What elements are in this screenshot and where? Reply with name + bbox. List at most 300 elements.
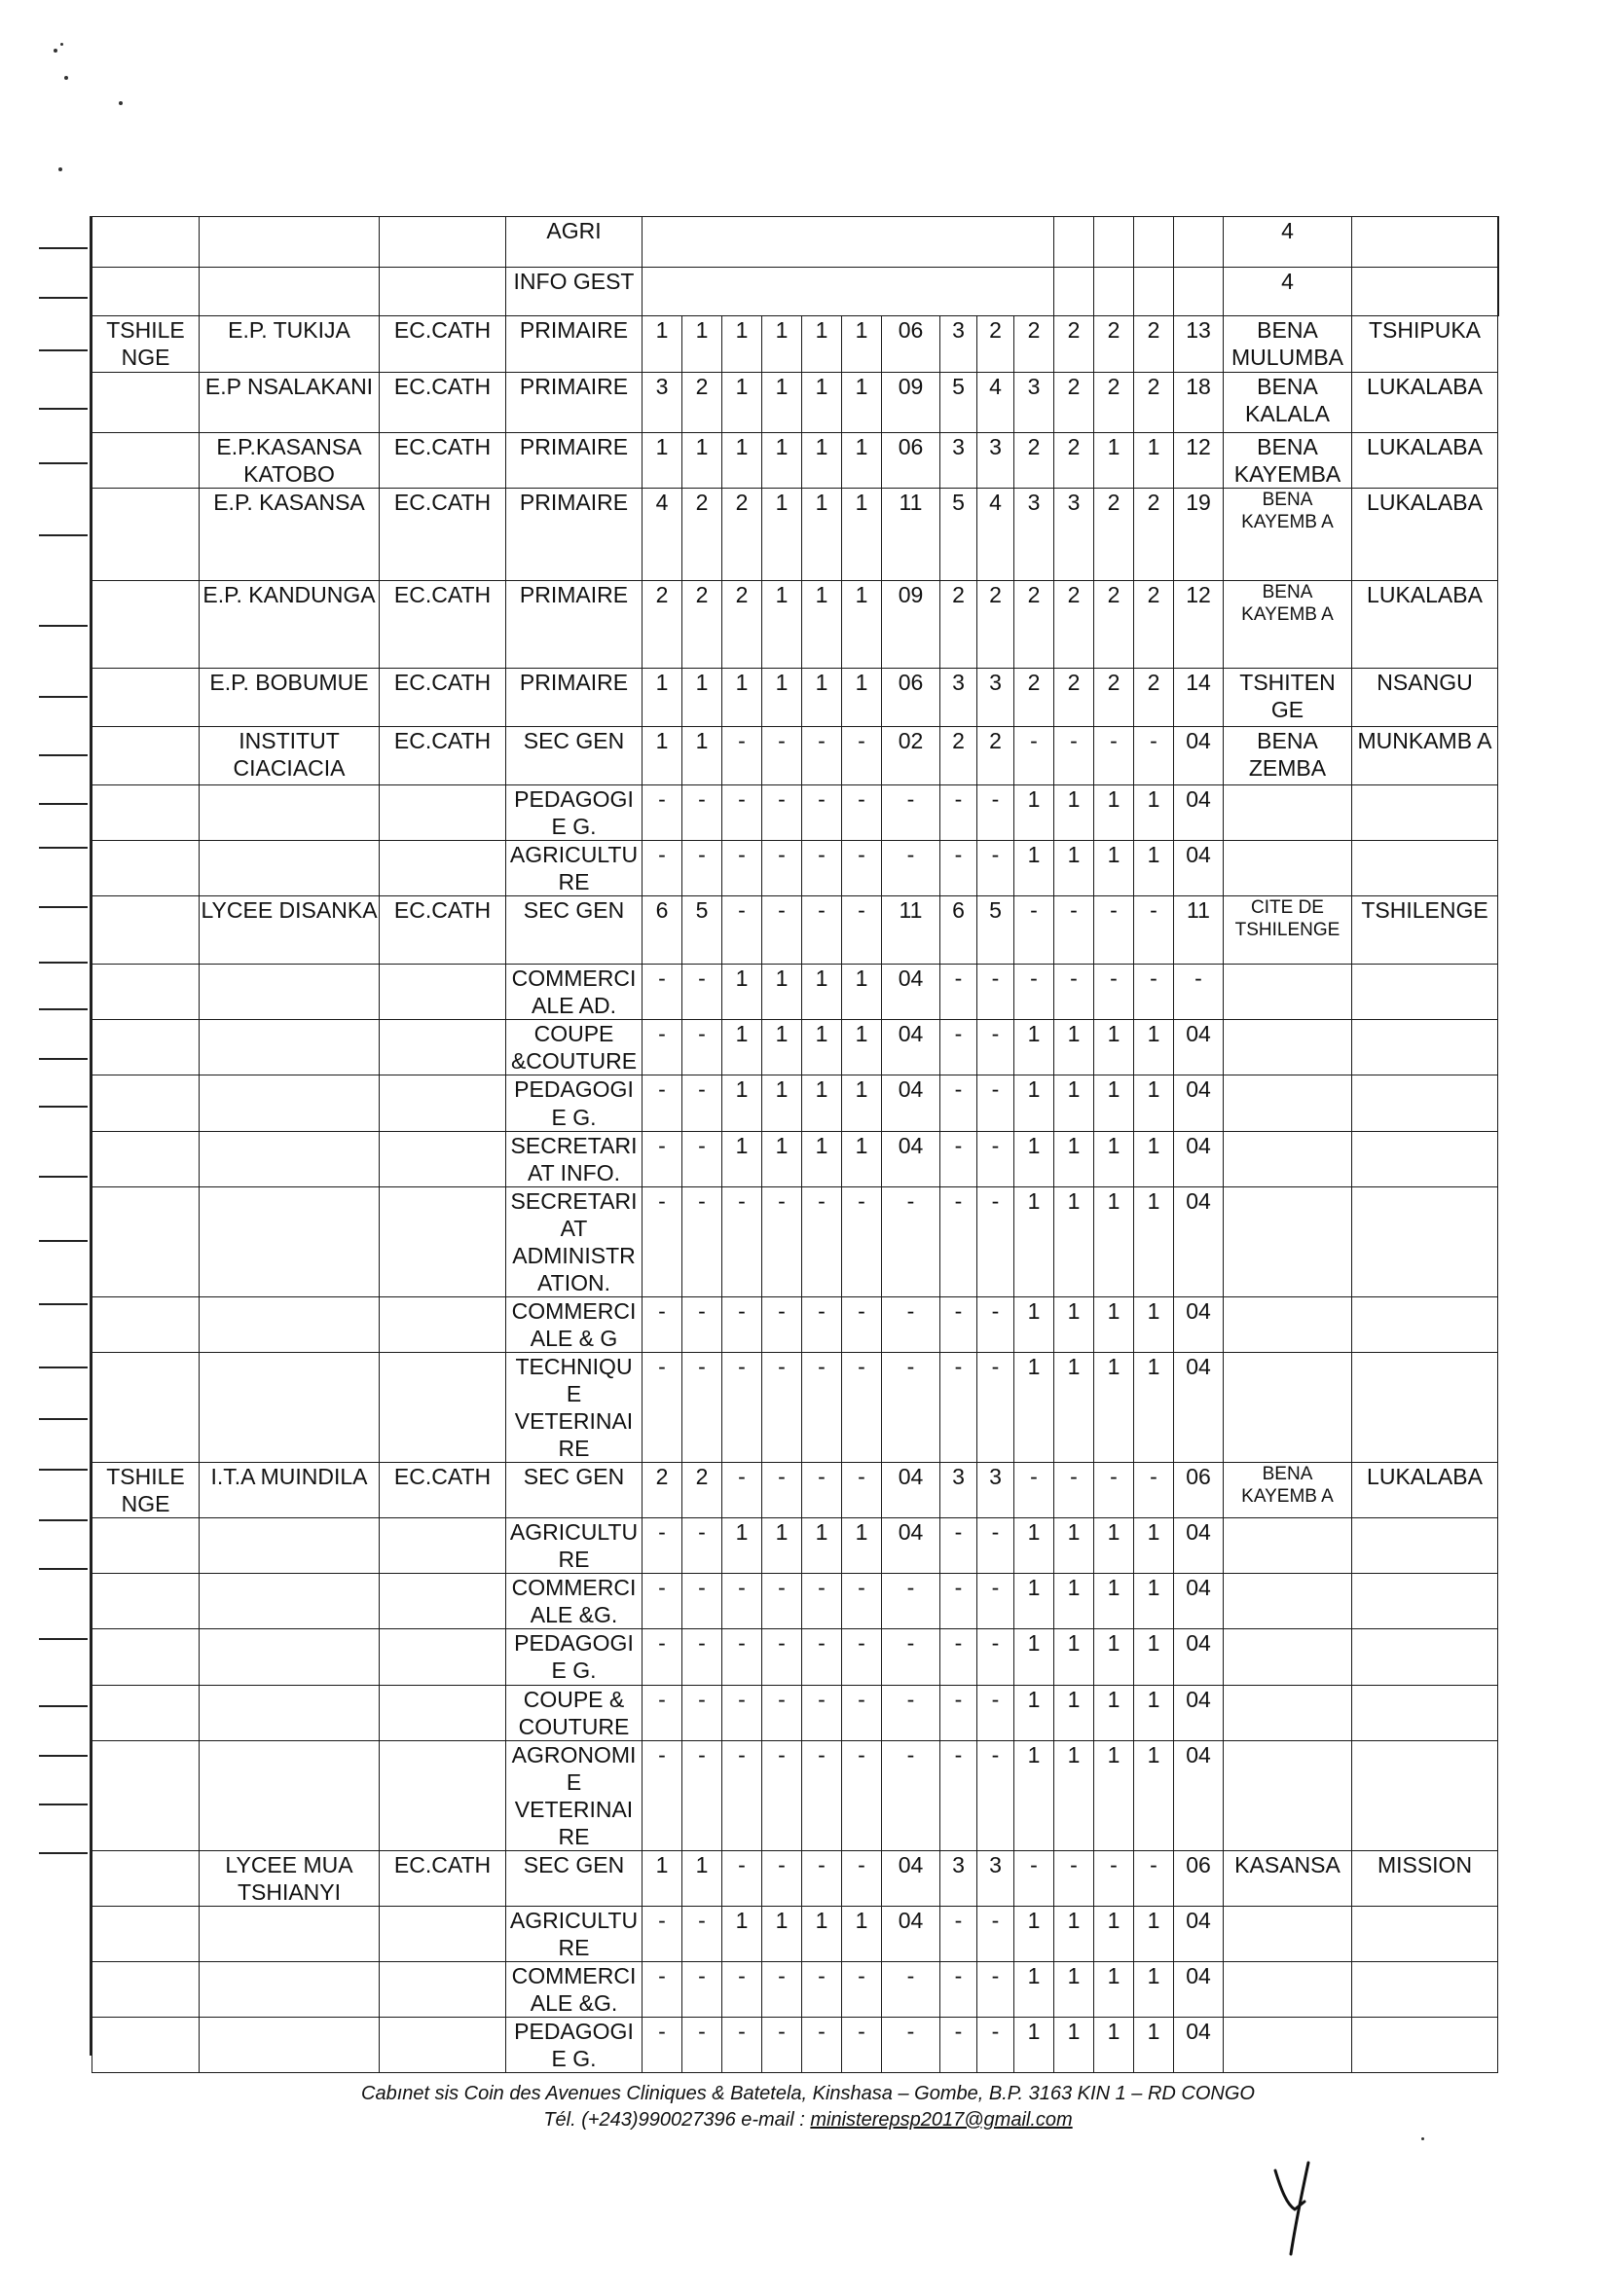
school-name-cell: E.P. BOBUMUE: [200, 669, 380, 727]
count-cell: 1: [1054, 1296, 1094, 1352]
count-cell: -: [940, 1131, 977, 1186]
groupement-cell: [1352, 1020, 1498, 1075]
section-cell: AGRICULTU RE: [506, 841, 643, 896]
total-cell: 04: [1174, 785, 1224, 841]
count-cell: -: [682, 1906, 722, 1961]
footer-address: Cabınet sis Coin des Avenues Cliniques & Batetela, Kinshasa – Gombe, B.P. 3163 KIN 1 – RD CONGO: [361, 2083, 1255, 2104]
section-cell: PEDAGOGI E G.: [506, 785, 643, 841]
table-row: [92, 1961, 1499, 2017]
count-cell: 2: [1014, 316, 1054, 373]
count-cell: -: [940, 1075, 977, 1131]
gestion-cell: EC.CATH: [380, 489, 506, 581]
count-cell: 1: [1014, 785, 1054, 841]
count-cell: 4: [977, 373, 1014, 433]
count-cell: 1: [762, 1906, 802, 1961]
count-cell: -: [802, 727, 842, 785]
count-cell: 1: [802, 669, 842, 727]
count-cell: -: [643, 1186, 682, 1296]
count-cell: -: [722, 841, 762, 896]
count-cell: 1: [1134, 1296, 1174, 1352]
count-cell: 06: [882, 316, 940, 373]
table-row: [92, 489, 1499, 581]
count-cell: 1: [1134, 433, 1174, 489]
footer-email: ministerepsp2017@gmail.com: [810, 2109, 1073, 2131]
table-row: [92, 1352, 1499, 1462]
margin-tick: [39, 1106, 88, 1108]
count-cell: 1: [643, 316, 682, 373]
count-cell: 1: [1134, 1629, 1174, 1685]
total-cell: 12: [1174, 433, 1224, 489]
count-cell: 02: [882, 727, 940, 785]
count-cell: -: [682, 1740, 722, 1850]
count-cell: 2: [682, 1463, 722, 1518]
count-cell: -: [762, 727, 802, 785]
count-cell: 1: [1134, 1131, 1174, 1186]
margin-tick: [39, 1638, 88, 1640]
count-cell: -: [722, 1685, 762, 1740]
count-cell: -: [1054, 896, 1094, 965]
count-cell: -: [842, 1186, 882, 1296]
territoire-cell: TSHILE NGE: [92, 1463, 200, 1518]
count-cell: 06: [882, 669, 940, 727]
count-cell: -: [977, 2018, 1014, 2073]
count-cell: -: [643, 841, 682, 896]
count-cell: 06: [882, 433, 940, 489]
groupement-cell: [1352, 1574, 1498, 1629]
count-cell: 1: [1134, 1352, 1174, 1462]
school-name-cell: [200, 1906, 380, 1961]
count-cell: -: [882, 1961, 940, 2017]
section-cell: AGRICULTU RE: [506, 1906, 643, 1961]
count-cell: -: [682, 1518, 722, 1574]
count-cell: -: [643, 1574, 682, 1629]
section-cell: AGRI: [506, 217, 643, 268]
count-cell: 2: [1094, 373, 1134, 433]
count-cell: 1: [1014, 1352, 1054, 1462]
count-cell: 1: [762, 1131, 802, 1186]
count-cell: 1: [762, 1020, 802, 1075]
count-cell: -: [1094, 965, 1134, 1020]
school-name-cell: [200, 1518, 380, 1574]
count-cell: -: [762, 1685, 802, 1740]
count-cell: -: [762, 1296, 802, 1352]
territoire-cell: [92, 1685, 200, 1740]
school-name-cell: [200, 268, 380, 316]
count-cell: -: [762, 785, 802, 841]
count-cell: 1: [1054, 1075, 1094, 1131]
gestion-cell: [380, 1629, 506, 1685]
school-name-cell: [200, 965, 380, 1020]
margin-tick: [39, 408, 88, 410]
school-name-cell: [200, 1961, 380, 2017]
table-row: [92, 965, 1499, 1020]
section-cell: PRIMAIRE: [506, 669, 643, 727]
count-cell: -: [842, 1574, 882, 1629]
count-cell: -: [940, 1518, 977, 1574]
school-name-cell: [200, 217, 380, 268]
count-cell: -: [643, 1685, 682, 1740]
locality-cell: BENA KAYEMB A: [1224, 581, 1352, 669]
count-cell: -: [842, 727, 882, 785]
count-cell: 1: [1014, 1075, 1054, 1131]
count-cell: -: [682, 1574, 722, 1629]
count-cell: 2: [1134, 316, 1174, 373]
count-cell: -: [882, 1574, 940, 1629]
count-cell: 1: [682, 433, 722, 489]
groupement-cell: [1352, 2018, 1498, 2073]
gestion-cell: EC.CATH: [380, 316, 506, 373]
school-name-cell: [200, 785, 380, 841]
locality-cell: [1224, 1352, 1352, 1462]
count-cell: 04: [882, 1518, 940, 1574]
territoire-cell: [92, 1961, 200, 2017]
count-cell: 3: [1014, 489, 1054, 581]
count-cell: [1054, 268, 1094, 316]
count-cell: 2: [1014, 669, 1054, 727]
margin-tick: [39, 906, 88, 908]
count-cell: 1: [802, 1518, 842, 1574]
count-cell: 1: [762, 581, 802, 669]
locality-cell: [1224, 1296, 1352, 1352]
count-cell: -: [882, 1629, 940, 1685]
count-cell: 6: [940, 896, 977, 965]
count-cell: 1: [1014, 841, 1054, 896]
section-cell: PEDAGOGI E G.: [506, 2018, 643, 2073]
margin-tick: [39, 1755, 88, 1757]
section-cell: AGRICULTU RE: [506, 1518, 643, 1574]
count-cell: -: [882, 2018, 940, 2073]
section-cell: PRIMAIRE: [506, 373, 643, 433]
count-cell: 1: [1014, 1906, 1054, 1961]
table-row: [92, 896, 1499, 965]
territoire-cell: [92, 841, 200, 896]
count-cell: 1: [802, 1020, 842, 1075]
count-cell: -: [940, 2018, 977, 2073]
locality-cell: [1224, 785, 1352, 841]
count-cell: -: [682, 2018, 722, 2073]
locality-cell: [1224, 1518, 1352, 1574]
territoire-cell: [92, 1518, 200, 1574]
count-cell: 3: [940, 316, 977, 373]
count-cell: -: [722, 727, 762, 785]
footer-contact: [0, 2107, 1616, 2133]
territoire-cell: [92, 669, 200, 727]
count-cell: 1: [1094, 841, 1134, 896]
school-name-cell: I.T.A MUINDILA: [200, 1463, 380, 1518]
count-cell: -: [882, 785, 940, 841]
count-cell: -: [940, 1961, 977, 2017]
count-cell: -: [977, 785, 1014, 841]
count-cell: 1: [842, 433, 882, 489]
school-name-cell: INSTITUT CIACIACIA: [200, 727, 380, 785]
count-cell: 04: [882, 1075, 940, 1131]
count-cell: 1: [1094, 1352, 1134, 1462]
count-cell: -: [643, 1296, 682, 1352]
gestion-cell: [380, 2018, 506, 2073]
count-cell: -: [722, 1629, 762, 1685]
count-cell: 1: [802, 316, 842, 373]
groupement-cell: [1352, 1131, 1498, 1186]
count-cell: 1: [1014, 1685, 1054, 1740]
count-cell: 1: [1054, 785, 1094, 841]
count-cell: -: [722, 1740, 762, 1850]
count-cell: 1: [1014, 1186, 1054, 1296]
count-cell: 1: [762, 433, 802, 489]
count-cell: 2: [643, 581, 682, 669]
groupement-cell: [1352, 1352, 1498, 1462]
count-cell: 1: [762, 1518, 802, 1574]
groupement-cell: LUKALABA: [1352, 433, 1498, 489]
margin-tick: [39, 1705, 88, 1707]
count-cell: 2: [722, 489, 762, 581]
total-cell: 04: [1174, 1906, 1224, 1961]
school-name-cell: [200, 1020, 380, 1075]
section-cell: PRIMAIRE: [506, 489, 643, 581]
margin-tick: [39, 625, 88, 627]
territoire-cell: [92, 433, 200, 489]
school-name-cell: [200, 2018, 380, 2073]
count-cell: -: [762, 1850, 802, 1906]
count-cell: -: [842, 1629, 882, 1685]
count-cell: 1: [842, 965, 882, 1020]
total-cell: 13: [1174, 316, 1224, 373]
count-cell: -: [842, 1352, 882, 1462]
count-cell: 1: [842, 669, 882, 727]
count-cell: 1: [762, 965, 802, 1020]
count-cell: -: [940, 1629, 977, 1685]
count-cell: -: [722, 1296, 762, 1352]
count-cell: 04: [882, 1850, 940, 1906]
total-cell: 04: [1174, 1961, 1224, 2017]
count-cell: -: [643, 1629, 682, 1685]
count-cell: [1174, 268, 1224, 316]
table-row: [92, 1518, 1499, 1574]
count-cell: -: [940, 1186, 977, 1296]
count-cell: -: [802, 2018, 842, 2073]
count-cell: 1: [1014, 1131, 1054, 1186]
count-cell: 3: [1014, 373, 1054, 433]
school-name-cell: [200, 1629, 380, 1685]
count-cell: -: [1134, 1463, 1174, 1518]
count-cell: 1: [1054, 1961, 1094, 2017]
groupement-cell: TSHIPUKA: [1352, 316, 1498, 373]
count-cell: 2: [1094, 489, 1134, 581]
count-cell: -: [842, 1463, 882, 1518]
groupement-cell: NSANGU: [1352, 669, 1498, 727]
count-cell: 1: [1094, 433, 1134, 489]
count-cell: -: [1134, 1850, 1174, 1906]
gestion-cell: [380, 1020, 506, 1075]
count-cell: 1: [1134, 2018, 1174, 2073]
count-cell: -: [643, 1352, 682, 1462]
section-cell: COUPE & COUTURE: [506, 1685, 643, 1740]
territoire-cell: [92, 965, 200, 1020]
count-cell: -: [1054, 1850, 1094, 1906]
count-cell: -: [722, 1574, 762, 1629]
count-cell: -: [722, 1463, 762, 1518]
margin-tick: [39, 1240, 88, 1242]
count-cell: 1: [682, 1850, 722, 1906]
count-cell: -: [762, 896, 802, 965]
school-name-cell: LYCEE MUA TSHIANYI: [200, 1850, 380, 1906]
count-cell: -: [643, 1131, 682, 1186]
count-cell: 2: [1014, 433, 1054, 489]
count-cell: 1: [1054, 1629, 1094, 1685]
count-cell: 1: [1054, 1352, 1094, 1462]
count-cell: -: [1014, 727, 1054, 785]
gestion-cell: EC.CATH: [380, 669, 506, 727]
margin-tick: [39, 1008, 88, 1010]
count-cell: -: [940, 1740, 977, 1850]
count-cell: -: [802, 1352, 842, 1462]
count-cell: -: [977, 1075, 1014, 1131]
count-cell: -: [842, 1961, 882, 2017]
count-cell: -: [802, 1961, 842, 2017]
count-cell: 1: [643, 727, 682, 785]
count-cell: 1: [802, 489, 842, 581]
count-cell: 1: [722, 1906, 762, 1961]
count-cell: 2: [1134, 669, 1174, 727]
locality-cell: [1224, 1186, 1352, 1296]
count-cell: 1: [1094, 1629, 1134, 1685]
groupement-cell: [1352, 1186, 1498, 1296]
count-cell: -: [882, 1685, 940, 1740]
count-cell: 2: [1054, 316, 1094, 373]
table-row: [92, 373, 1499, 433]
count-cell: -: [842, 1740, 882, 1850]
count-cell: -: [722, 1961, 762, 2017]
groupement-cell: [1352, 1685, 1498, 1740]
groupement-cell: [1352, 1961, 1498, 2017]
count-cell: 1: [682, 316, 722, 373]
count-cell: 11: [882, 489, 940, 581]
margin-tick: [39, 1418, 88, 1420]
count-cell: 1: [842, 373, 882, 433]
locality-cell: [1224, 1629, 1352, 1685]
count-cell: 1: [1134, 1020, 1174, 1075]
territoire-cell: [92, 1574, 200, 1629]
section-cell: PRIMAIRE: [506, 316, 643, 373]
count-cell: -: [802, 1463, 842, 1518]
count-cell: 1: [1094, 1296, 1134, 1352]
count-cell: -: [802, 1850, 842, 1906]
count-cell: -: [802, 1296, 842, 1352]
count-cell: 1: [1054, 1906, 1094, 1961]
school-name-cell: [200, 1131, 380, 1186]
locality-cell: BENA KAYEMB A: [1224, 489, 1352, 581]
count-cell: 5: [940, 489, 977, 581]
count-cell: -: [762, 1961, 802, 2017]
groupement-cell: [1352, 1296, 1498, 1352]
total-cell: 11: [1174, 896, 1224, 965]
count-cell: 09: [882, 581, 940, 669]
locality-cell: [1224, 1740, 1352, 1850]
count-cell: 1: [762, 373, 802, 433]
count-cell: 3: [977, 1463, 1014, 1518]
count-cell: -: [1014, 1850, 1054, 1906]
count-cell: -: [1094, 896, 1134, 965]
count-cell: -: [722, 2018, 762, 2073]
table-row: [92, 1850, 1499, 1906]
count-cell: 2: [1054, 581, 1094, 669]
count-cell: 1: [1134, 1518, 1174, 1574]
count-cell: 1: [1134, 1740, 1174, 1850]
section-cell: SEC GEN: [506, 896, 643, 965]
count-cell: -: [1054, 727, 1094, 785]
margin-tick: [39, 1058, 88, 1060]
count-cell: 04: [882, 1131, 940, 1186]
margin-tick: [39, 962, 88, 964]
gestion-cell: EC.CATH: [380, 373, 506, 433]
count-cell: -: [940, 1296, 977, 1352]
school-name-cell: [200, 1740, 380, 1850]
count-cell: -: [882, 1186, 940, 1296]
count-cell: 1: [1054, 1131, 1094, 1186]
count-cell: -: [722, 1352, 762, 1462]
count-cell: -: [1134, 727, 1174, 785]
count-cell: 3: [1054, 489, 1094, 581]
count-cell: -: [940, 1906, 977, 1961]
gestion-cell: [380, 217, 506, 268]
locality-cell: BENA KAYEMBA: [1224, 433, 1352, 489]
locality-cell: [1352, 268, 1498, 316]
table-row: [92, 1740, 1499, 1850]
count-cell: -: [643, 1075, 682, 1131]
count-cell: 1: [1094, 1518, 1134, 1574]
school-name-cell: [200, 1075, 380, 1131]
count-cell: 2: [1094, 669, 1134, 727]
count-cell: 1: [1054, 1186, 1094, 1296]
count-cell: 1: [1134, 785, 1174, 841]
locality-cell: BENA KAYEMB A: [1224, 1463, 1352, 1518]
school-name-cell: [200, 1685, 380, 1740]
count-cell: 1: [1054, 1574, 1094, 1629]
gestion-cell: [380, 1740, 506, 1850]
count-cell: -: [682, 785, 722, 841]
count-cell: -: [842, 841, 882, 896]
gestion-cell: EC.CATH: [380, 581, 506, 669]
locality-cell: BENA ZEMBA: [1224, 727, 1352, 785]
count-cell: 1: [1134, 1961, 1174, 2017]
count-cell: -: [977, 1961, 1014, 2017]
section-cell: COMMERCI ALE &G.: [506, 1574, 643, 1629]
count-cell: 1: [762, 489, 802, 581]
gestion-cell: [380, 1906, 506, 1961]
count-cell: 1: [1014, 1740, 1054, 1850]
count-cell: 1: [722, 1075, 762, 1131]
gestion-cell: EC.CATH: [380, 433, 506, 489]
count-cell: 4: [643, 489, 682, 581]
count-cell: -: [682, 1685, 722, 1740]
count-cell: -: [940, 1020, 977, 1075]
count-cell: 1: [1094, 1075, 1134, 1131]
count-cell: -: [643, 1020, 682, 1075]
count-cell: 1: [1014, 1518, 1054, 1574]
count-cell: -: [842, 1296, 882, 1352]
locality-cell: [1224, 1075, 1352, 1131]
count-cell: 2: [1054, 373, 1094, 433]
gestion-cell: [380, 1075, 506, 1131]
count-cell: 1: [1134, 1685, 1174, 1740]
margin-tick: [39, 462, 88, 464]
count-cell: -: [977, 841, 1014, 896]
count-cell: 1: [842, 1020, 882, 1075]
count-cell: 04: [882, 1906, 940, 1961]
count-cell: -: [1134, 965, 1174, 1020]
count-cell: -: [1014, 896, 1054, 965]
count-cell: 3: [643, 373, 682, 433]
count-cell: 1: [722, 669, 762, 727]
